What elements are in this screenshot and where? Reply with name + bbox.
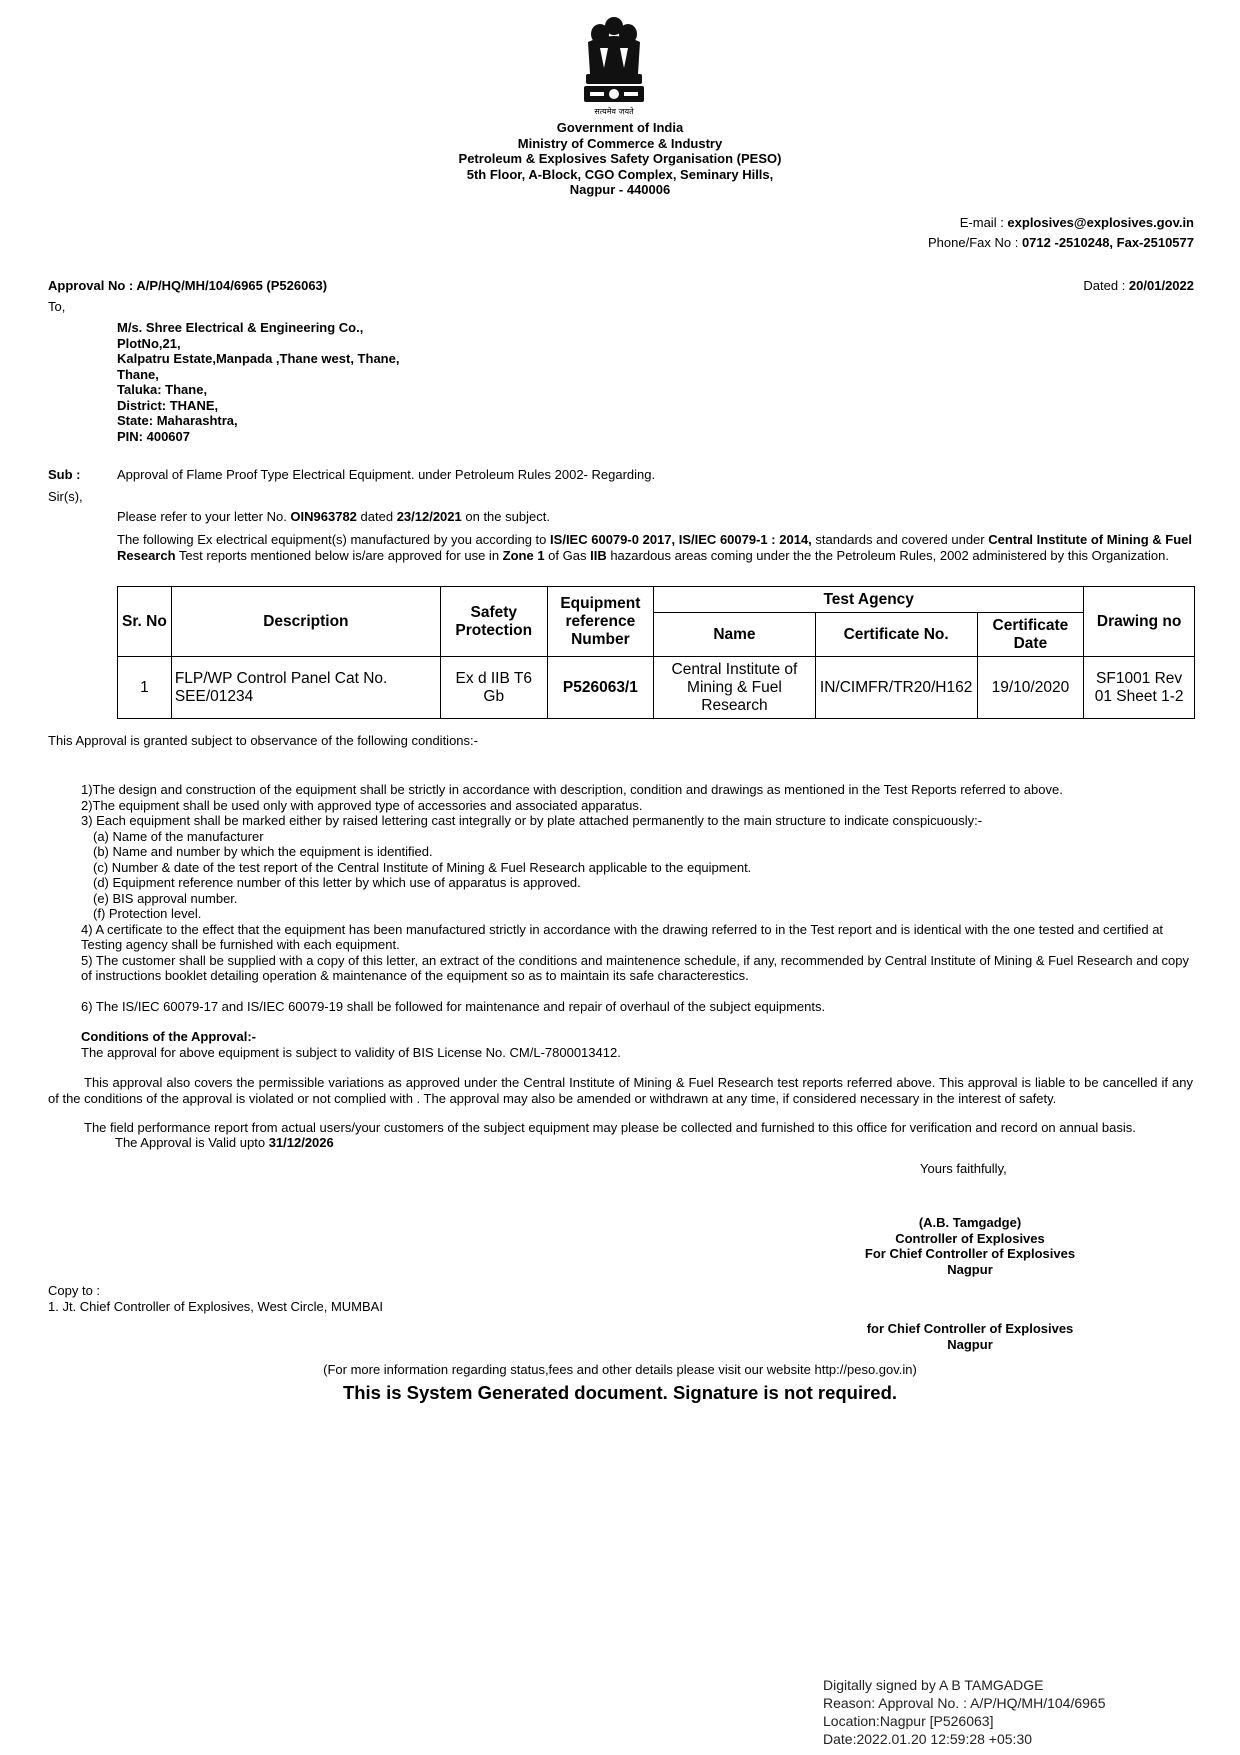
intro-text: standards and covered under [811,532,989,547]
letter-ref-suffix: on the subject. [461,509,550,524]
intro-standards: IS/IEC 60079-0 2017, IS/IEC 60079-1 : 2014, [550,532,812,547]
validity-date: 31/12/2026 [268,1135,334,1150]
col-test-agency: Test Agency [654,587,1084,613]
header-line-city: Nagpur - 440006 [569,182,671,197]
letter-reference [117,509,550,524]
address-line: Taluka: Thane, [117,382,208,397]
condition-item: 4) A certificate to the effect that the equipment has been manufactured strictly in accordance with the drawing referred to in the Test report and is identical with the one tested and certified at Testing agency shall be furnished with each equipment. [81,921,1164,952]
condition-subitem: (a) Name of the manufacturer [93,828,264,844]
cell-safety: Ex d IIB T6 Gb [440,657,547,719]
dated-value: 20/01/2022 [1128,278,1194,293]
address-line: Kalpatru Estate,Manpada ,Thane west, Thane, [117,351,400,366]
signature-line: Digitally signed by A B TAMGADGE [823,1677,1044,1693]
cell-equipment-ref: P526063/1 [547,657,654,719]
header-line-government: Government of India [556,120,684,135]
closing: Yours faithfully, [920,1161,1007,1176]
dated-label: Dated : [1083,278,1129,293]
col-certificate-no: Certificate No. [815,613,977,657]
address-line: State: Maharashtra, [117,413,238,428]
address-block [117,320,399,444]
address-line: Thane, [117,366,159,382]
website-note: (For more information regarding status,fees and other details please visit our website http://peso.gov.in) [323,1362,917,1377]
signatory-block [820,1215,1120,1277]
intro-text: of Gas [544,547,591,563]
cell-certificate-date: 19/10/2020 [977,657,1084,719]
intro-text: The following Ex electrical equipment(s) manufactured by you according to [117,532,551,547]
contact-block [694,213,1194,253]
condition-subitem: (d) Equipment reference number of this letter by which use of apparatus is approved. [93,875,581,890]
conditions-intro: This Approval is granted subject to observance of the following conditions:- [48,733,478,748]
approval-conditions-text: The approval for above equipment is subject to validity of BIS License No. CM/L-7800013412. [81,1044,621,1060]
for-block [820,1321,1120,1352]
header-line-address: 5th Floor, A-Block, CGO Complex, Seminary Hills, [466,166,774,182]
validity-line [115,1135,334,1151]
email-link[interactable]: explosives@explosives.gov.in [1007,215,1194,230]
letter-ref-mid: dated [356,509,397,524]
emblem-motto: सत्यमेव जयते [594,107,634,116]
copy-to-label: Copy to : [48,1283,101,1298]
condition-subitem: (c) Number & date of the test report of the Central Institute of Mining & Fuel Research applicable to the equipment. [93,859,752,875]
address-line: PIN: 400607 [117,428,190,444]
cell-agency-name: Central Institute of Mining & Fuel Research [654,657,815,719]
signature-line: Date:2022.01.20 12:59:28 +05:30 [823,1731,1033,1747]
approval-conditions-title: Conditions of the Approval:- [81,1029,256,1044]
conditions-list [81,782,1193,1014]
system-generated-note: This is System Generated document. Signature is not required. [342,1382,898,1403]
condition-item: 3) Each equipment shall be marked either by raised lettering cast integrally or by plate attached permanently to the main structure to indicate conspicuously:- [81,813,983,828]
col-sr-no: Sr. No [118,587,172,657]
emblem-icon [574,12,654,120]
approval-number: Approval No : A/P/HQ/MH/104/6965 (P526063) [48,278,328,293]
phone-value: 0712 -2510248, Fax-2510577 [1021,235,1194,250]
col-certificate-date: Certificate Date [977,613,1084,657]
equipment-table [117,586,1195,719]
col-drawing-no: Drawing no [1084,587,1195,657]
header-line-ministry: Ministry of Commerce & Industry [517,135,723,151]
subject-text: Approval of Flame Proof Type Electrical Equipment. under Petroleum Rules 2002- Regarding. [117,467,656,482]
letter-number: OIN963782 [290,509,357,524]
col-agency-name: Name [654,613,815,657]
email-label: E-mail : [959,215,1008,230]
validity-prefix: The Approval is Valid upto [115,1135,269,1150]
approval-date-line [1083,278,1194,293]
address-line: M/s. Shree Electrical & Engineering Co., [117,320,364,335]
approval-conditions [81,1029,621,1060]
org-header [400,120,840,198]
for-place: Nagpur [947,1336,993,1352]
col-description: Description [171,587,440,657]
condition-item: 1)The design and construction of the equipment shall be strictly in accordance with description, condition and drawings as mentioned in the Test Reports referred to above. [81,782,1063,797]
signature-line: Reason: Approval No. : A/P/HQ/MH/104/6965 [823,1695,1106,1711]
signatory-title: Controller of Explosives [895,1230,1045,1246]
subject-label: Sub : [48,467,81,482]
cell-certificate-no: IN/CIMFR/TR20/H162 [815,657,977,719]
intro-text: hazardous areas coming under the the Petroleum Rules, 2002 administered by this Organization. [606,547,1169,563]
condition-subitem: (e) BIS approval number. [93,890,238,906]
signatory-place: Nagpur [947,1261,993,1277]
condition-item: 5) The customer shall be supplied with a copy of this letter, an extract of the conditions and maintenence schedule, if any, recommended by Central Institute of Mining & Fuel Research and copy of instructions booklet detailing operation & maintenance of the equipment so as to maintain its safe characterestics. [81,952,1190,983]
copy-to-block [48,1283,383,1314]
condition-subitem: (b) Name and number by which the equipment is identified. [93,844,433,859]
digital-signature [823,1676,1106,1748]
intro-agency: Central Institute of Mining & Fuel Research [117,532,1193,563]
phone-line [694,233,1194,253]
national-emblem [574,12,654,120]
phone-label: Phone/Fax No : [928,235,1022,250]
address-line: PlotNo,21, [117,335,181,351]
email-line [694,213,1194,233]
cell-description: FLP/WP Control Panel Cat No. SEE/01234 [171,657,440,719]
performance-paragraph: The field performance report from actual users/your customers of the subject equipment may please be collected and furnished to this office for verification and record on annual basis. [84,1120,1136,1135]
cell-sr: 1 [118,657,172,719]
header-line-organisation: Petroleum & Explosives Safety Organisation (PESO) [458,151,782,166]
address-line: District: THANE, [117,397,219,413]
col-equipment-reference: Equipment reference Number [547,587,654,657]
intro-gas: IIB [590,547,607,563]
condition-subitem: (f) Protection level. [93,906,202,921]
intro-text: Test reports mentioned below is/are approved for use in [175,547,503,563]
condition-item: 6) The IS/IEC 60079-17 and IS/IEC 60079-19 shall be followed for maintenance and repair of overhaul of the subject equipments. [81,998,826,1014]
letter-ref-prefix: Please refer to your letter No. [117,509,291,524]
cell-drawing: SF1001 Rev 01 Sheet 1-2 [1084,657,1195,719]
for-line: for Chief Controller of Explosives [866,1321,1074,1336]
copy-to-item: 1. Jt. Chief Controller of Explosives, West Circle, MUMBAI [48,1298,383,1314]
signatory-for: For Chief Controller of Explosives [864,1246,1076,1261]
to-label: To, [48,299,66,314]
signature-line: Location:Nagpur [P526063] [823,1713,994,1729]
intro-zone: Zone 1 [502,547,545,563]
salutation: Sir(s), [48,489,83,504]
variations-paragraph: This approval also covers the permissible variations as approved under the Central Institute of Mining & Fuel Research test reports referred above. This approval is liable to be cancelled if any of the conditions of the approval is violated or not complied with . The approval may also be amended or withdrawn at any time, if considered necessary in the interest of safety. [48,1075,1193,1106]
condition-item: 2)The equipment shall be used only with approved type of accessories and associated apparatus. [81,797,643,813]
table-row [118,657,1195,719]
letter-date: 23/12/2021 [396,509,462,524]
intro-paragraph [117,532,1192,563]
table-header-row [118,587,1195,613]
signatory-name: (A.B. Tamgadge) [918,1215,1022,1230]
col-safety-protection: Safety Protection [440,587,547,657]
